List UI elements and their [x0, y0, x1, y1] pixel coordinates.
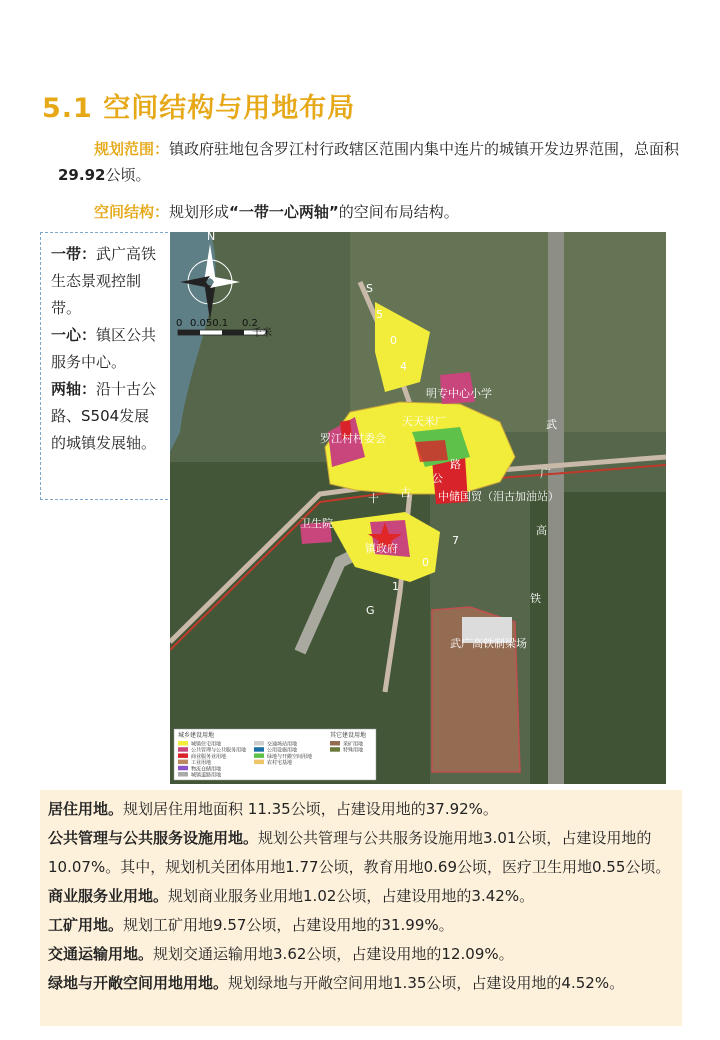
- structure-text-b: 的空间布局结构。: [338, 203, 459, 221]
- legend-label: 农村宅基地: [267, 760, 293, 767]
- legend-swatch: [330, 747, 340, 752]
- road-s504-char-1: 5: [376, 308, 383, 321]
- land-use-residential-name: 居住用地。: [48, 800, 124, 818]
- mill-parcel: [415, 440, 448, 462]
- legend-swatch: [178, 753, 188, 758]
- legend-swatch: [254, 753, 264, 758]
- road-s504-char-2: 0: [390, 334, 397, 347]
- legend-label: 工业用地: [191, 760, 212, 767]
- legend-label: 特殊用地: [343, 747, 364, 754]
- side-item-center-label: 一心：: [51, 326, 97, 344]
- side-item-belt: [51, 241, 162, 322]
- structure-text-a: 规划形成: [169, 203, 230, 221]
- side-item-center-text: 镇区公共服务中心。: [51, 326, 157, 371]
- structure-emph: “一带一心两轴”: [229, 203, 339, 221]
- side-item-axes-label: 两轴：: [51, 380, 97, 398]
- land-use-industrial-name: 工矿用地。: [48, 916, 124, 934]
- side-item-belt-text: 武广高铁生态景观控制带。: [51, 245, 157, 317]
- legend-label: 绿地与开敞空间用地: [267, 753, 313, 760]
- road-shigu-char-2: 公: [432, 472, 443, 485]
- scale-unit: 千米: [252, 328, 272, 339]
- land-use-commercial-name: 商业服务业用地。: [48, 887, 169, 905]
- scale-tick-0: 0: [176, 318, 183, 329]
- scale-tick-1: 0.050.1: [190, 318, 229, 329]
- side-item-center: [51, 322, 162, 376]
- legend-swatch: [178, 741, 188, 746]
- land-use-public-text: 规划公共管理与公共服务设施用地3.01公顷，占建设用地的10.07%。其中，规划机关团体用地1.77公顷，教育用地0.69公顷，医疗卫生用地0.55公顷。: [48, 829, 671, 876]
- label-mingzhuan: 明专中心小学: [426, 387, 492, 400]
- legend-label: 城镇道路用地: [191, 772, 222, 779]
- rail-char-3: 铁: [530, 592, 541, 605]
- map-legend: [174, 729, 376, 780]
- road-s504-char-3: 4: [400, 360, 407, 373]
- legend-label: 采矿用地: [343, 741, 364, 748]
- legend-swatch: [178, 760, 188, 765]
- label-beam-yard: 武广高铁制梁场: [450, 637, 527, 650]
- road-g107-char-2: 0: [422, 556, 429, 569]
- road-shigu-char-1: 古: [400, 486, 411, 499]
- legend-title-right: 其它建设用地: [330, 732, 367, 739]
- land-use-transport: [48, 940, 674, 969]
- scope-text-a: 镇政府驻地包含罗江村行政辖区范围内集中连片的城镇开发边界范围，总面积: [169, 140, 680, 158]
- rail-char-2: 高: [536, 524, 547, 537]
- legend-label: 公共管理与公共服务用地: [191, 747, 247, 754]
- side-item-axes: [51, 376, 162, 457]
- legend-label: 公用设施用地: [267, 747, 298, 754]
- map-svg: [170, 232, 666, 784]
- land-use-green-name: 绿地与开敞空间用地用地。: [48, 974, 229, 992]
- land-use-commercial-text: 规划商业服务业用地1.02公顷，占建设用地的3.42%。: [168, 887, 535, 905]
- legend-label: 物流仓储用地: [191, 766, 222, 773]
- land-use-public-name: 公共管理与公共服务设施用地。: [48, 829, 259, 847]
- legend-label: 交通场站用地: [267, 741, 298, 748]
- legend-swatch: [254, 760, 264, 765]
- scope-area: 29.92: [58, 166, 106, 184]
- rail-char-0: 武: [546, 418, 557, 431]
- structure-paragraph: [94, 199, 694, 225]
- land-use-summary-box: [40, 790, 682, 1026]
- legend-swatch: [178, 766, 188, 771]
- road-shigu-char-0: 十: [368, 492, 379, 505]
- legend-swatch: [178, 747, 188, 752]
- legend-swatch: [254, 741, 264, 746]
- label-weisheng: 卫生院: [300, 517, 333, 530]
- section-title: 5.1 空间结构与用地布局: [42, 93, 356, 124]
- label-tiantian: 天天米厂: [402, 415, 446, 428]
- land-use-industrial: [48, 911, 674, 940]
- scope-paragraph: [58, 136, 688, 188]
- legend-label: 商业服务业用地: [191, 753, 227, 760]
- land-use-residential: [48, 795, 674, 824]
- land-use-map: [170, 232, 666, 784]
- road-s504-char-0: S: [366, 282, 373, 295]
- structure-side-box: [40, 232, 168, 500]
- railway: [548, 232, 564, 784]
- label-gas-station: 中储国贸（泪古加油站）: [438, 490, 559, 503]
- legend-swatch: [330, 741, 340, 746]
- road-g107-char-3: 7: [452, 534, 459, 547]
- land-use-transport-text: 规划交通运输用地3.62公顷，占建设用地的12.09%。: [153, 945, 514, 963]
- label-zhenzhengfu: 镇政府: [365, 542, 398, 555]
- label-luojiang: 罗江村村委会: [320, 432, 386, 445]
- scale-tick-2: 0.2: [242, 318, 258, 329]
- legend-label: 城镇住宅用地: [191, 741, 222, 748]
- scope-text-b: 公顷。: [105, 166, 151, 184]
- land-use-public: [48, 824, 674, 882]
- side-item-axes-text: 沿十古公路、S504发展的城镇发展轴。: [51, 380, 157, 452]
- land-use-green-text: 规划绿地与开敞空间用地1.35公顷，占建设用地的4.52%。: [228, 974, 625, 992]
- land-use-residential-text: 规划居住用地面积 11.35公顷，占建设用地的37.92%。: [123, 800, 498, 818]
- north-label: N: [207, 232, 216, 243]
- road-g107-char-1: 1: [392, 580, 399, 593]
- legend-title-left: 城乡建设用地: [178, 732, 215, 739]
- side-item-belt-label: 一带：: [51, 245, 97, 263]
- road-g107-char-0: G: [366, 604, 375, 617]
- structure-label: 空间结构：: [94, 203, 170, 221]
- land-use-transport-name: 交通运输用地。: [48, 945, 154, 963]
- rail-char-1: 广: [540, 467, 551, 480]
- legend-swatch: [178, 772, 188, 777]
- land-use-industrial-text: 规划工矿用地9.57公顷，占建设用地的31.99%。: [123, 916, 454, 934]
- legend-swatch: [254, 747, 264, 752]
- scope-label: 规划范围：: [94, 140, 170, 158]
- land-use-green: [48, 969, 674, 998]
- road-shigu-char-3: 路: [450, 458, 461, 471]
- land-use-commercial: [48, 882, 674, 911]
